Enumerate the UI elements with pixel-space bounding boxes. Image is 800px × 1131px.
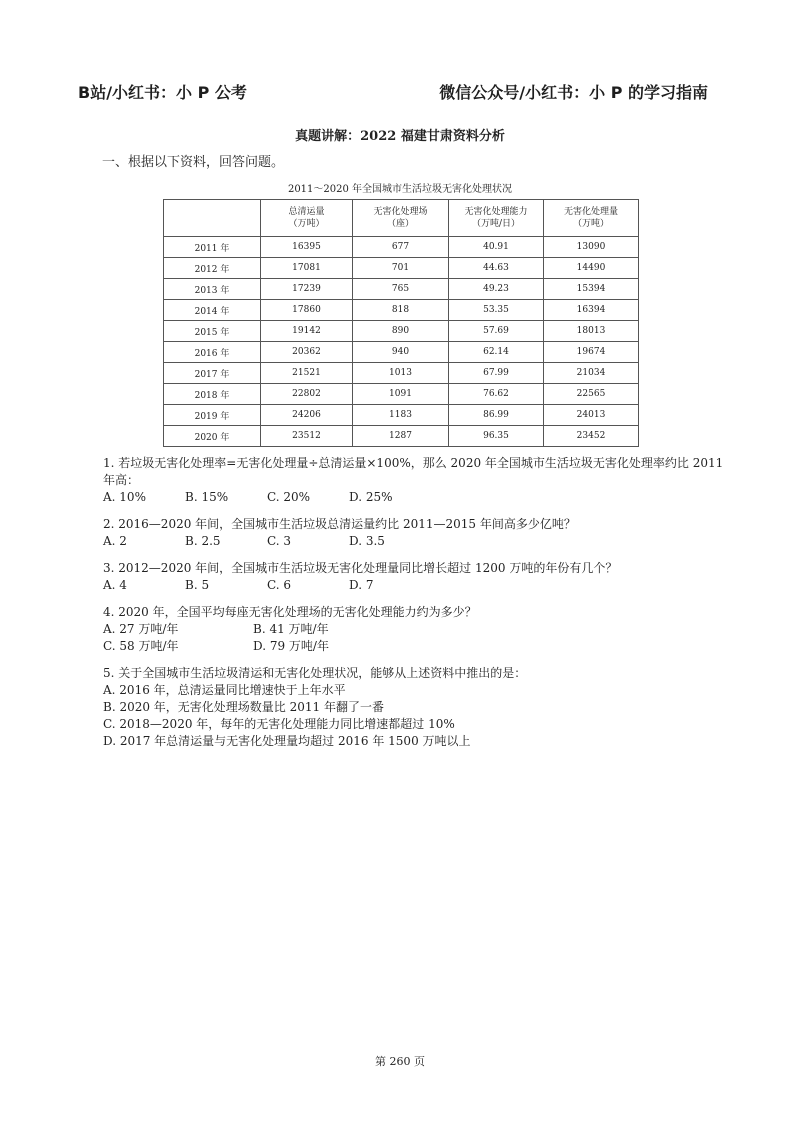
option-a: A. 10% <box>103 490 146 504</box>
table-cell: 2019 年 <box>164 405 261 426</box>
options-row <box>103 489 733 506</box>
options-row <box>103 577 733 594</box>
question-stem: 4. 2020 年，全国平均每座无害化处理场的无害化处理能力约为多少？ <box>103 605 477 619</box>
options-row <box>103 533 733 550</box>
table-row <box>164 300 639 321</box>
table-row <box>164 426 639 447</box>
option-a: A. 4 <box>103 578 127 592</box>
table-row <box>164 279 639 300</box>
table-cell: 19674 <box>544 342 639 363</box>
table-cell: 1091 <box>353 384 449 405</box>
page-number: 第 260 页 <box>375 1055 425 1068</box>
option-c: C. 20% <box>267 490 311 504</box>
table-cell: 21034 <box>544 363 639 384</box>
header-cell: 无害化处理场 （座） <box>353 200 449 237</box>
header-right-text: 微信公众号/小红书：小 P 的学习指南 <box>439 83 708 102</box>
table-row <box>164 405 639 426</box>
table-cell: 23452 <box>544 426 639 447</box>
table-cell: 20362 <box>261 342 353 363</box>
table-cell: 818 <box>353 300 449 321</box>
table-cell: 23512 <box>261 426 353 447</box>
table-cell: 2018 年 <box>164 384 261 405</box>
option-c: C. 58 万吨/年 <box>103 639 179 653</box>
options-row <box>103 638 733 655</box>
table-cell: 2012 年 <box>164 258 261 279</box>
table-cell: 49.23 <box>449 279 544 300</box>
table-caption: 2011～2020 年全国城市生活垃圾无害化处理状况 <box>287 184 513 195</box>
option-b: B. 15% <box>185 490 229 504</box>
document-title: 真题讲解：2022 福建甘肃资料分析 <box>295 129 505 144</box>
table-cell: 62.14 <box>449 342 544 363</box>
table-cell: 701 <box>353 258 449 279</box>
table-cell: 677 <box>353 237 449 258</box>
table-cell: 2015 年 <box>164 321 261 342</box>
table-row <box>164 258 639 279</box>
table-cell: 2016 年 <box>164 342 261 363</box>
header-cell: 无害化处理量 （万吨） <box>544 200 639 237</box>
table-cell: 22565 <box>544 384 639 405</box>
option-d: D. 79 万吨/年 <box>253 639 329 653</box>
table-cell: 21521 <box>261 363 353 384</box>
table-cell: 13090 <box>544 237 639 258</box>
question-5 <box>103 665 733 750</box>
table-cell: 17239 <box>261 279 353 300</box>
table-cell: 24206 <box>261 405 353 426</box>
table-cell: 890 <box>353 321 449 342</box>
option-b: B. 5 <box>185 578 210 592</box>
table-cell: 76.62 <box>449 384 544 405</box>
table-cell: 96.35 <box>449 426 544 447</box>
table-cell: 40.91 <box>449 237 544 258</box>
table-cell: 15394 <box>544 279 639 300</box>
option-d: D. 2017 年总清运量与无害化处理量均超过 2016 年 1500 万吨以上 <box>103 734 471 748</box>
table-cell: 19142 <box>261 321 353 342</box>
option-a: A. 2016 年，总清运量同比增速快于上年水平 <box>103 683 346 697</box>
header-left-text: B站/小红书：小 P 公考 <box>78 83 247 102</box>
section-intro: 一、根据以下资料，回答问题。 <box>102 155 285 170</box>
option-a: A. 2 <box>103 534 127 548</box>
table-cell: 1183 <box>353 405 449 426</box>
table-cell: 2011 年 <box>164 237 261 258</box>
table-cell: 86.99 <box>449 405 544 426</box>
header-cell: 总清运量 （万吨） <box>261 200 353 237</box>
table-cell: 2017 年 <box>164 363 261 384</box>
table-cell: 2013 年 <box>164 279 261 300</box>
table-row <box>164 342 639 363</box>
option-a: A. 27 万吨/年 <box>103 622 179 636</box>
option-b: B. 2020 年，无害化处理场数量比 2011 年翻了一番 <box>103 700 384 714</box>
table-cell: 765 <box>353 279 449 300</box>
table-cell: 1287 <box>353 426 449 447</box>
option-b: B. 41 万吨/年 <box>253 622 329 636</box>
table-cell: 24013 <box>544 405 639 426</box>
header-cell: 无害化处理能力 （万吨/日） <box>449 200 544 237</box>
table-cell: 67.99 <box>449 363 544 384</box>
option-d: D. 25% <box>349 490 393 504</box>
question-1 <box>103 455 733 506</box>
table-cell: 16395 <box>261 237 353 258</box>
table-cell: 14490 <box>544 258 639 279</box>
table-cell: 2020 年 <box>164 426 261 447</box>
table-cell: 18013 <box>544 321 639 342</box>
option-d: D. 3.5 <box>349 534 385 548</box>
option-c: C. 3 <box>267 534 292 548</box>
table-cell: 57.69 <box>449 321 544 342</box>
table-cell: 53.35 <box>449 300 544 321</box>
table-cell: 2014 年 <box>164 300 261 321</box>
table-cell: 1013 <box>353 363 449 384</box>
question-stem: 2. 2016—2020 年间，全国城市生活垃圾总清运量约比 2011—2015 年间高多少亿吨？ <box>103 517 576 531</box>
table-row <box>164 237 639 258</box>
options-row <box>103 621 733 638</box>
header-cell-blank <box>164 200 261 237</box>
option-b: B. 2.5 <box>185 534 221 548</box>
question-stem: 1. 若垃圾无害化处理率=无害化处理量÷总清运量×100%，那么 2020 年全国城市生活垃圾无害化处理率约比 2011 年高： <box>103 456 724 487</box>
question-list <box>103 455 733 760</box>
question-stem: 5. 关于全国城市生活垃圾清运和无害化处理状况，能够从上述资料中推出的是： <box>103 666 527 680</box>
option-c: C. 6 <box>267 578 292 592</box>
question-2 <box>103 516 733 550</box>
table-header-row <box>164 200 639 237</box>
table-cell: 22802 <box>261 384 353 405</box>
table-cell: 44.63 <box>449 258 544 279</box>
table-cell: 17081 <box>261 258 353 279</box>
data-table <box>163 199 639 447</box>
table-cell: 940 <box>353 342 449 363</box>
question-3 <box>103 560 733 594</box>
question-stem: 3. 2012—2020 年间，全国城市生活垃圾无害化处理量同比增长超过 1200 万吨的年份有几个？ <box>103 561 618 575</box>
option-c: C. 2018—2020 年，每年的无害化处理能力同比增速都超过 10% <box>103 717 455 731</box>
table-row <box>164 363 639 384</box>
question-4 <box>103 604 733 655</box>
option-d: D. 7 <box>349 578 374 592</box>
table-cell: 17860 <box>261 300 353 321</box>
table-row <box>164 321 639 342</box>
table-cell: 16394 <box>544 300 639 321</box>
table-row <box>164 384 639 405</box>
